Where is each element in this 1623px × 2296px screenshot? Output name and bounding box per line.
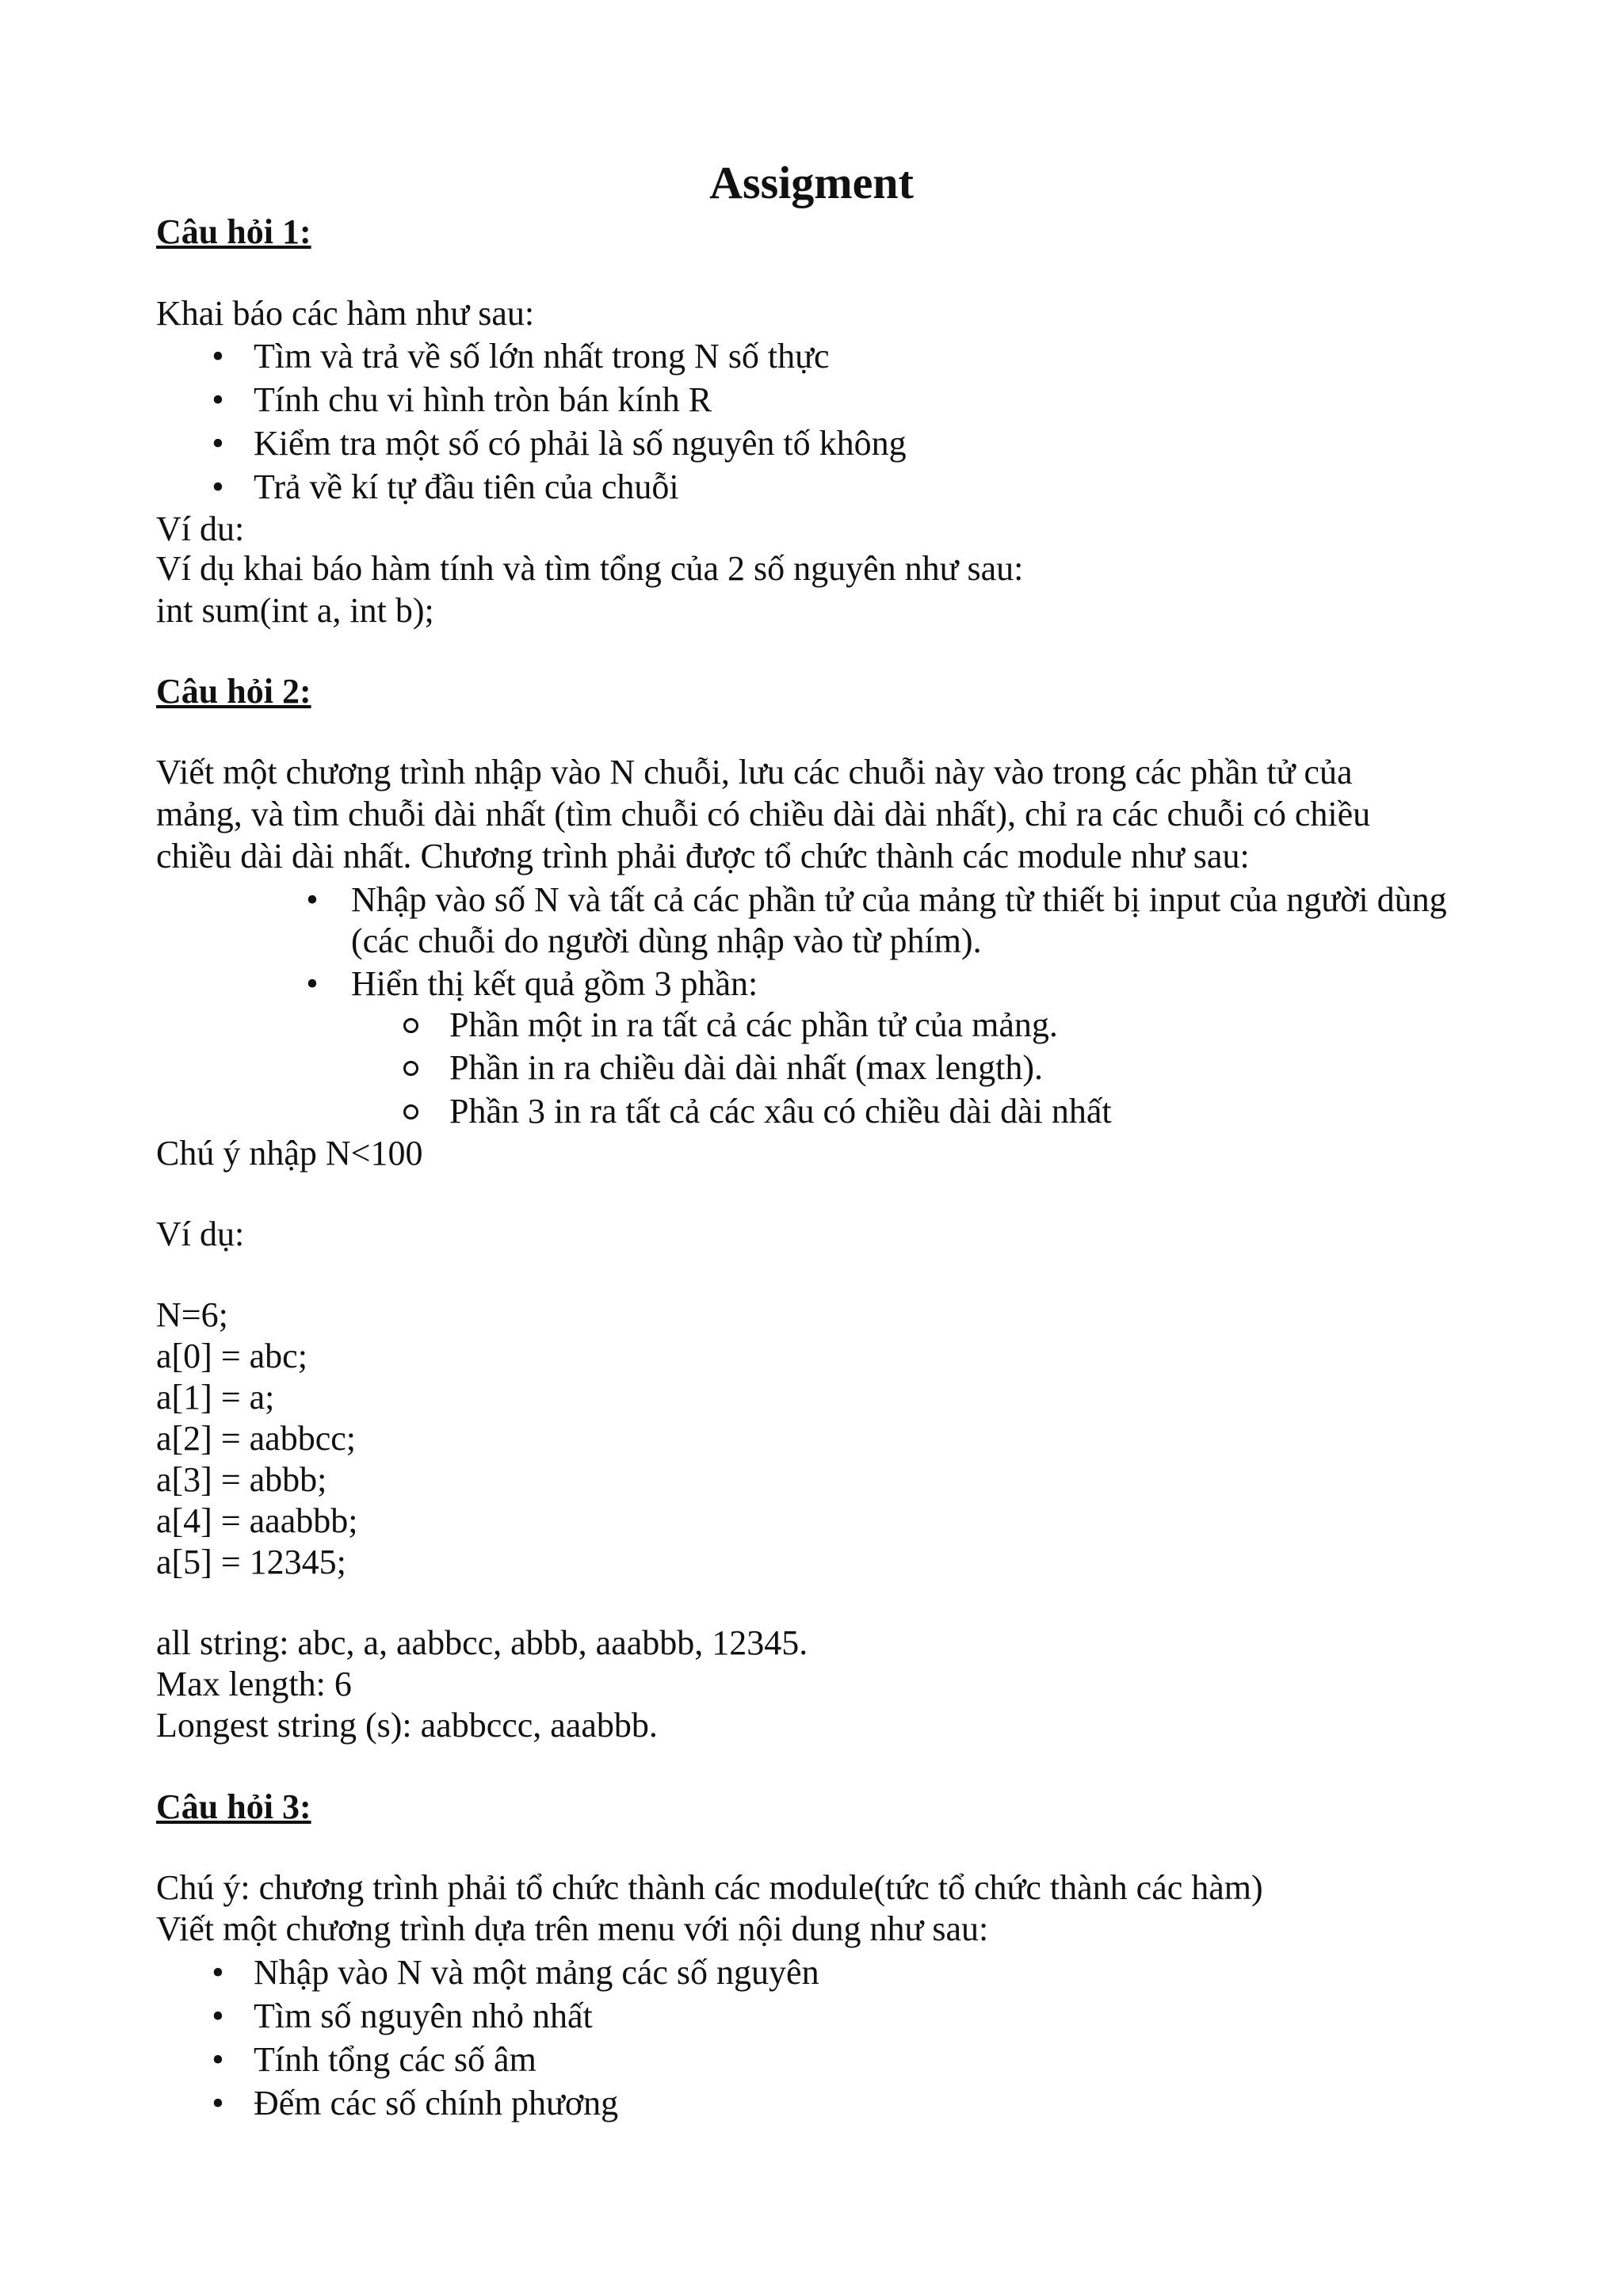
sub-list-item: Phần 3 in ra tất cả các xâu có chiều dài dài nhất [449,1092,1112,1131]
q1-example-code: int sum(int a, int b); [156,591,434,630]
bullet-icon: • [212,380,224,419]
q2-paragraph-line: mảng, và tìm chuỗi dài nhất (tìm chuỗi có chiều dài dài nhất), chỉ ra các chuỗi có chiều [156,795,1371,833]
list-item: Đếm các số chính phương [254,2084,619,2122]
example-line: a[2] = aabbcc; [156,1419,356,1458]
list-item: Tìm và trả về số lớn nhất trong N số thực [254,337,830,376]
example-line: a[1] = a; [156,1378,275,1417]
bullet-icon: • [212,1953,224,1992]
bullet-icon: • [212,2084,224,2122]
list-item: Nhập vào N và một mảng các số nguyên [254,1953,819,1992]
list-item: Trả về kí tự đầu tiên của chuỗi [254,467,679,506]
q2-heading: Câu hỏi 2: [156,672,311,711]
bullet-icon: • [306,880,319,919]
output-line: Max length: 6 [156,1665,352,1703]
example-line: a[0] = abc; [156,1337,307,1375]
bullet-icon: • [306,964,319,1003]
output-line: Longest string (s): aabbccc, aaabbb. [156,1706,658,1745]
circle-bullet-icon [403,1061,418,1076]
q2-note: Chú ý nhập N<100 [156,1134,423,1173]
sub-list-item: Phần một in ra tất cả các phần tử của mảng. [449,1005,1058,1044]
list-item: Tìm số nguyên nhỏ nhất [254,1997,593,2035]
q3-heading: Câu hỏi 3: [156,1787,311,1826]
q1-intro: Khai báo các hàm như sau: [156,294,535,333]
q1-heading: Câu hỏi 1: [156,212,311,251]
circle-bullet-icon [403,1018,418,1033]
example-line: N=6; [156,1295,228,1334]
example-line: a[4] = aaabbb; [156,1501,358,1540]
q3-intro: Viết một chương trình dựa trên menu với nội dung như sau: [156,1909,989,1948]
q1-example-text: Ví dụ khai báo hàm tính và tìm tổng của 2 số nguyên như sau: [156,549,1024,588]
list-item: Hiển thị kết quả gồm 3 phần: [351,964,758,1003]
q2-paragraph-line: Viết một chương trình nhập vào N chuỗi, lưu các chuỗi này vào trong các phần tử của [156,753,1353,791]
document-title: Assigment [709,157,914,208]
example-line: a[3] = abbb; [156,1460,327,1499]
list-item-continuation: (các chuỗi do người dùng nhập vào từ phím). [351,921,982,960]
list-item: Kiểm tra một số có phải là số nguyên tố không [254,424,907,463]
q3-note: Chú ý: chương trình phải tổ chức thành các module(tức tổ chức thành các hàm) [156,1868,1263,1907]
list-item: Tính chu vi hình tròn bán kính R [254,380,712,419]
bullet-icon: • [212,1997,224,2035]
bullet-icon: • [212,337,224,376]
q2-paragraph-line: chiều dài dài nhất. Chương trình phải được tổ chức thành các module như sau: [156,837,1250,875]
list-item: Tính tổng các số âm [254,2040,537,2079]
circle-bullet-icon [403,1104,418,1119]
q1-example-label: Ví du: [156,509,245,548]
bullet-icon: • [212,424,224,463]
output-line: all string: abc, a, aabbcc, abbb, aaabbb, 12345. [156,1623,808,1662]
q2-example-label: Ví dụ: [156,1215,245,1253]
bullet-icon: • [212,467,224,506]
example-line: a[5] = 12345; [156,1543,346,1581]
sub-list-item: Phần in ra chiều dài dài nhất (max length). [449,1048,1043,1087]
list-item: Nhập vào số N và tất cả các phần tử của mảng từ thiết bị input của người dùng [351,880,1447,919]
bullet-icon: • [212,2040,224,2079]
